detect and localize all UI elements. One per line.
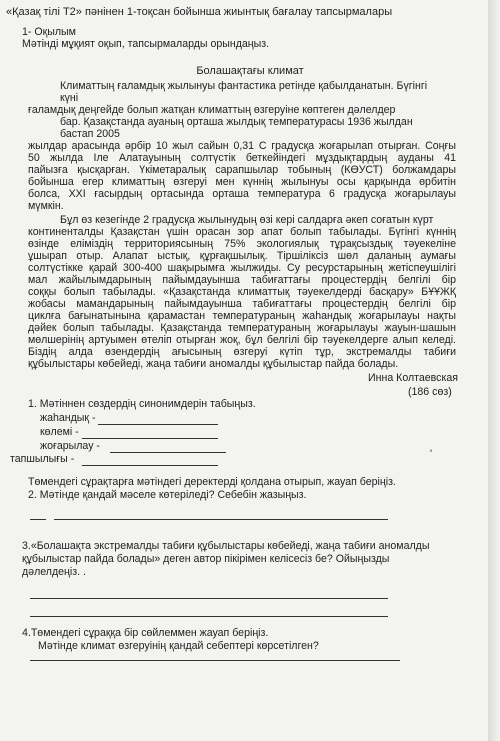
text-title: Болашақтағы климат [196,65,304,77]
text-line: Климаттың ғаламдық жылынуы фантастика ретінде қабылданатын. Бүгінгі [60,80,428,92]
answer-line[interactable] [30,598,388,599]
section-instruction: Мәтінді мұқият оқып, тапсырмаларды орындаңыз. [22,38,270,50]
answer-line[interactable] [30,519,46,520]
answer-line[interactable] [30,660,400,661]
text-line: Бұл өз кезегінде 2 градусқа жылынудың өзі кері салдарға әкеп соғатын күрт [60,214,434,226]
task2-prompt: 2. Мәтінде қандай мәселе көтеріледі? Себебін жазыңыз. [28,489,307,501]
task1-prompt: 1. Мәтіннен сөздердің синонимдерін табыңыз. [28,398,256,410]
text-line: дәйек болып табылады. Қазақстанда температураның жоғарылауы жауын-шашын [28,322,456,334]
synonym-word: тапшылығы - [10,453,75,465]
text-line: циклға бағынатынына қарамастан температураның жаһандық жоғарылауы нақты [28,310,456,322]
text-line: бойынша егер климаттың өзгеруі мен күннің жылынуы осы қарқында өрбитін [28,176,456,188]
text-line: күні [60,92,79,104]
answer-line[interactable] [110,452,226,453]
answer-line[interactable] [98,424,218,425]
text-line: пайызға қысқарған. Үкіметаралық сарапшылар тобының (КӨУСТ) болжамдары [28,164,456,176]
text-line: Біздің алда өзендердің ағысының өзгеруі күтіп тұр, экстремалды табиғи [28,346,456,358]
text-line: ұшырап отыр. Алапат ыстық, құрғақшылық. Тіршіліксіз шөл даланың аумағы [28,250,456,262]
text-line: жобасы мамандарының пайымдауынша табиғаттағы процестердің белгілі бір [28,298,456,310]
text-line: 50 жылда Іле Алатауының солтүстік беткейіндегі мұздықтардың ауданы 41 [28,152,456,164]
worksheet-header: «Қазақ тілі Т2» пәнінен 1-тоқсан бойынша жиынтық бағалау тапсырмалары [6,6,393,18]
task3-line: 3.«Болашақта экстремалды табиғи құбылыстары көбейеді, жаңа табиғи аномалды [22,540,430,552]
text-line: соққы болып табылады. «Қазақстанда климаттық тәуекелдерді басқару» БҰҰЖҚ [28,286,456,298]
answer-line[interactable] [82,438,218,439]
text-line: континенталды Қазақстан үшін орасан зор апат болып табылады. Бүгінгі күннің [28,226,456,238]
task3-line: дәлелдеңіз. . [22,566,86,578]
text-line: солтүстікке қарай 300-400 шақырымға жылжиды. Су ресурстарының жетіспеушілігі [28,262,456,274]
task-intro: Төмендегі сұрақтарға мәтіндегі деректерді қолдана отырып, жауап беріңіз. [28,476,396,488]
text-line: болса, XXI ғасырдың ортасында орташа температура 6 градусқа жоғарылауы [28,188,456,200]
answer-line[interactable] [30,616,388,617]
text-line: мүмкін. [28,200,64,212]
answer-line[interactable] [82,465,218,466]
answer-line[interactable] [54,519,388,520]
synonym-word: жоғарылау - [40,440,100,452]
task4-question: Мәтінде климат өзгеруінің қандай себептері көрсетілген? [38,640,319,652]
text-line: жылдар арасында әрбір 10 жыл сайын 0,31 С градусқа жоғарылап отырған. Соңғы [28,140,456,152]
text-line: бар. Қазақстанда ауаның орташа жылдық температурасы 1936 жылдан [60,116,413,128]
word-count: (186 сөз) [408,386,452,398]
stray-mark: ' [430,448,433,460]
text-line: мал жайылымдарының пайымдауынша табиғаттағы процестердің белгілі бір [28,274,456,286]
section-label: 1- Оқылым [22,26,76,38]
author-name: Инна Колтаевская [368,372,458,384]
synonym-word: жаһандық - [40,412,96,424]
task4-prompt: 4.Төмендегі сұраққа бір сөйлеммен жауап беріңіз. [22,627,269,639]
page-edge-shadow [488,0,500,741]
text-line: өзінде еліміздің территориясының 75% экологиялық тұрақсыздық тәуекеліне [28,238,456,250]
task3-line: құбылыстар пайда болады» деген автор пікірімен келісесіз бе? Ойыңызды [22,553,390,565]
text-line: құбылыстары көбейеді, жаңа табиғи аномалды құбылыстар пайда болады. [28,358,399,370]
text-line: ғаламдық деңгейде болып жатқан климаттың өзгеруіне көптеген дәлелдер [28,104,396,116]
text-line: мөлшерінің артуымен өтеліп отырған жоқ, бұл белгілі бір тәуекелдерге алып келеді. [28,334,456,346]
synonym-word: көлемі - [40,426,79,438]
text-line: бастап 2005 [60,128,120,140]
